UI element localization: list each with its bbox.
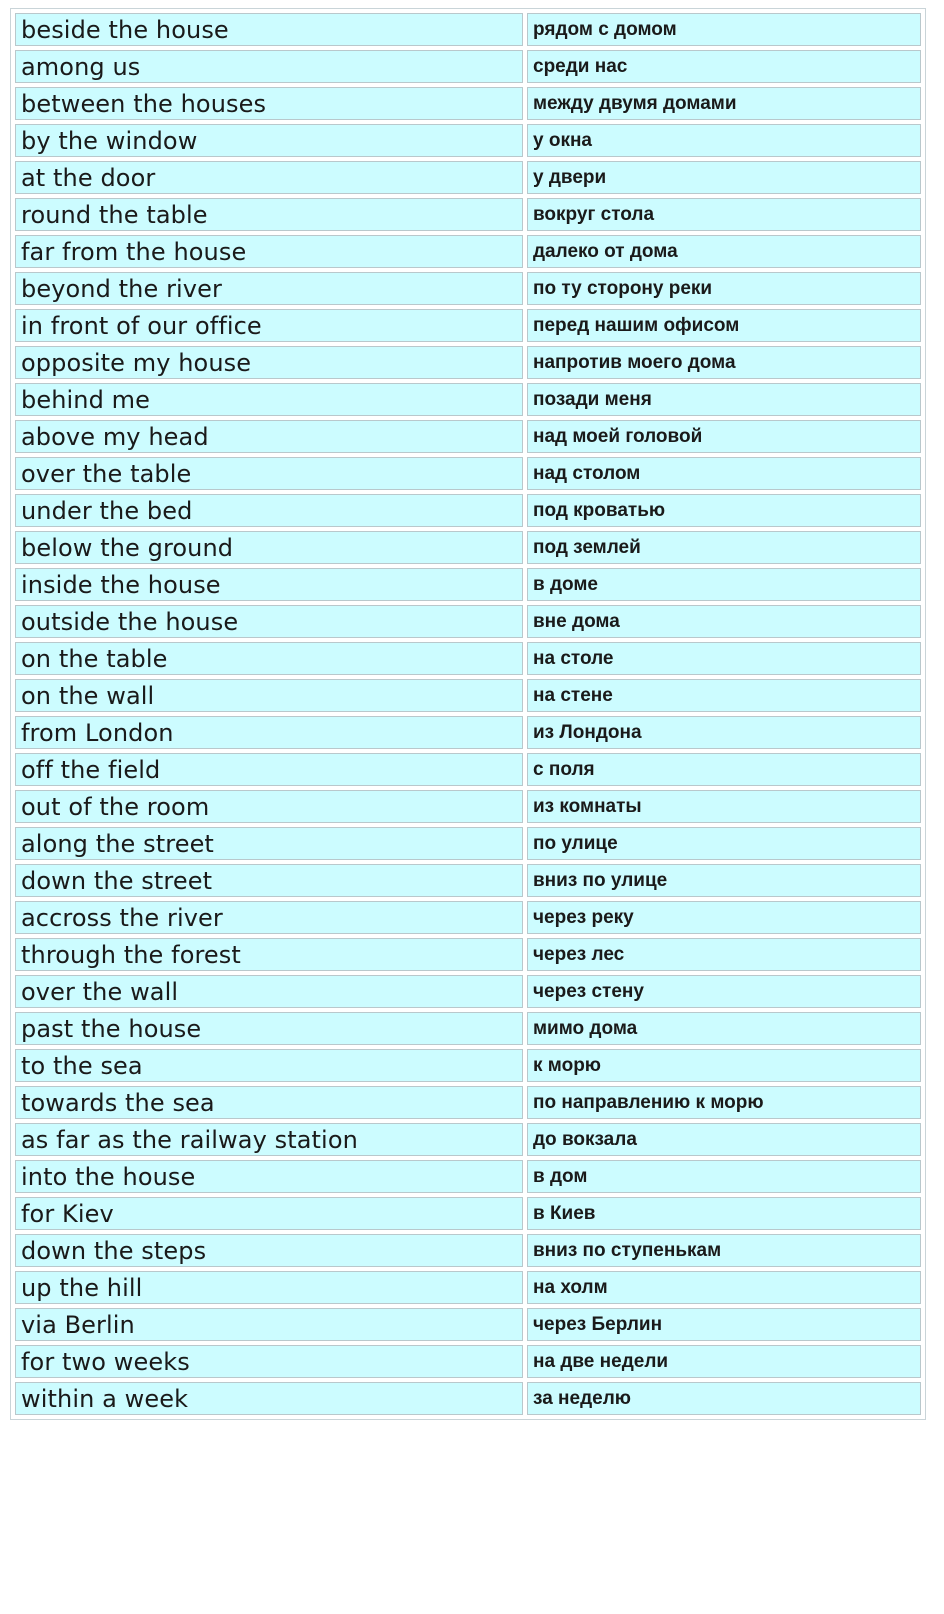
english-phrase-cell: behind me xyxy=(15,383,523,416)
english-phrase-cell: among us xyxy=(15,50,523,83)
english-phrase-cell: accross the river xyxy=(15,901,523,934)
table-row xyxy=(15,457,921,490)
russian-translation-cell: через реку xyxy=(527,901,921,934)
english-phrase-cell: between the houses xyxy=(15,87,523,120)
english-phrase-cell: into the house xyxy=(15,1160,523,1193)
table-row xyxy=(15,975,921,1008)
english-phrase-cell: outside the house xyxy=(15,605,523,638)
english-phrase-cell: for Kiev xyxy=(15,1197,523,1230)
russian-translation-cell: вокруг стола xyxy=(527,198,921,231)
english-phrase-cell: along the street xyxy=(15,827,523,860)
table-row xyxy=(15,124,921,157)
phrase-table xyxy=(11,9,925,1419)
english-phrase-cell: to the sea xyxy=(15,1049,523,1082)
table-row xyxy=(15,1123,921,1156)
english-phrase-cell: past the house xyxy=(15,1012,523,1045)
english-phrase-cell: within a week xyxy=(15,1382,523,1415)
table-row xyxy=(15,531,921,564)
russian-translation-cell: через Берлин xyxy=(527,1308,921,1341)
english-phrase-cell: beyond the river xyxy=(15,272,523,305)
table-row xyxy=(15,50,921,83)
table-row xyxy=(15,346,921,379)
russian-translation-cell: из Лондона xyxy=(527,716,921,749)
phrase-table-body xyxy=(15,13,921,1415)
table-row xyxy=(15,13,921,46)
russian-translation-cell: в дом xyxy=(527,1160,921,1193)
english-phrase-cell: from London xyxy=(15,716,523,749)
english-phrase-cell: below the ground xyxy=(15,531,523,564)
english-phrase-cell: over the wall xyxy=(15,975,523,1008)
russian-translation-cell: на две недели xyxy=(527,1345,921,1378)
table-row xyxy=(15,753,921,786)
english-phrase-cell: for two weeks xyxy=(15,1345,523,1378)
table-row xyxy=(15,1308,921,1341)
russian-translation-cell: рядом с домом xyxy=(527,13,921,46)
english-phrase-cell: via Berlin xyxy=(15,1308,523,1341)
russian-translation-cell: между двумя домами xyxy=(527,87,921,120)
english-phrase-cell: down the street xyxy=(15,864,523,897)
english-phrase-cell: in front of our office xyxy=(15,309,523,342)
russian-translation-cell: вниз по ступенькам xyxy=(527,1234,921,1267)
table-row xyxy=(15,1160,921,1193)
english-phrase-cell: towards the sea xyxy=(15,1086,523,1119)
english-phrase-cell: on the table xyxy=(15,642,523,675)
russian-translation-cell: по улице xyxy=(527,827,921,860)
russian-translation-cell: до вокзала xyxy=(527,1123,921,1156)
russian-translation-cell: над моей головой xyxy=(527,420,921,453)
russian-translation-cell: далеко от дома xyxy=(527,235,921,268)
english-phrase-cell: as far as the railway station xyxy=(15,1123,523,1156)
russian-translation-cell: по ту сторону реки xyxy=(527,272,921,305)
russian-translation-cell: перед нашим офисом xyxy=(527,309,921,342)
russian-translation-cell: к морю xyxy=(527,1049,921,1082)
table-row xyxy=(15,901,921,934)
phrase-table-container xyxy=(10,8,926,1420)
table-row xyxy=(15,235,921,268)
russian-translation-cell: позади меня xyxy=(527,383,921,416)
table-row xyxy=(15,642,921,675)
russian-translation-cell: за неделю xyxy=(527,1382,921,1415)
english-phrase-cell: under the bed xyxy=(15,494,523,527)
table-row xyxy=(15,309,921,342)
russian-translation-cell: мимо дома xyxy=(527,1012,921,1045)
russian-translation-cell: над столом xyxy=(527,457,921,490)
table-row xyxy=(15,679,921,712)
russian-translation-cell: напротив моего дома xyxy=(527,346,921,379)
english-phrase-cell: over the table xyxy=(15,457,523,490)
russian-translation-cell: через стену xyxy=(527,975,921,1008)
russian-translation-cell: через лес xyxy=(527,938,921,971)
russian-translation-cell: у окна xyxy=(527,124,921,157)
russian-translation-cell: на холм xyxy=(527,1271,921,1304)
english-phrase-cell: out of the room xyxy=(15,790,523,823)
table-row xyxy=(15,161,921,194)
table-row xyxy=(15,1012,921,1045)
table-row xyxy=(15,790,921,823)
table-row xyxy=(15,198,921,231)
table-row xyxy=(15,568,921,601)
english-phrase-cell: inside the house xyxy=(15,568,523,601)
table-row xyxy=(15,864,921,897)
table-row xyxy=(15,938,921,971)
english-phrase-cell: round the table xyxy=(15,198,523,231)
english-phrase-cell: beside the house xyxy=(15,13,523,46)
russian-translation-cell: вне дома xyxy=(527,605,921,638)
table-row xyxy=(15,383,921,416)
english-phrase-cell: by the window xyxy=(15,124,523,157)
table-row xyxy=(15,494,921,527)
russian-translation-cell: на стене xyxy=(527,679,921,712)
table-row xyxy=(15,420,921,453)
english-phrase-cell: on the wall xyxy=(15,679,523,712)
russian-translation-cell: по направлению к морю xyxy=(527,1086,921,1119)
table-row xyxy=(15,87,921,120)
english-phrase-cell: off the field xyxy=(15,753,523,786)
russian-translation-cell: под кроватью xyxy=(527,494,921,527)
table-row xyxy=(15,827,921,860)
table-row xyxy=(15,1049,921,1082)
table-row xyxy=(15,605,921,638)
russian-translation-cell: с поля xyxy=(527,753,921,786)
english-phrase-cell: above my head xyxy=(15,420,523,453)
english-phrase-cell: up the hill xyxy=(15,1271,523,1304)
russian-translation-cell: вниз по улице xyxy=(527,864,921,897)
english-phrase-cell: down the steps xyxy=(15,1234,523,1267)
table-row xyxy=(15,1382,921,1415)
table-row xyxy=(15,1345,921,1378)
english-phrase-cell: at the door xyxy=(15,161,523,194)
table-row xyxy=(15,1271,921,1304)
table-row xyxy=(15,272,921,305)
russian-translation-cell: у двери xyxy=(527,161,921,194)
table-row xyxy=(15,716,921,749)
english-phrase-cell: far from the house xyxy=(15,235,523,268)
russian-translation-cell: в Киев xyxy=(527,1197,921,1230)
table-row xyxy=(15,1197,921,1230)
english-phrase-cell: through the forest xyxy=(15,938,523,971)
russian-translation-cell: из комнаты xyxy=(527,790,921,823)
english-phrase-cell: opposite my house xyxy=(15,346,523,379)
table-row xyxy=(15,1086,921,1119)
russian-translation-cell: среди нас xyxy=(527,50,921,83)
russian-translation-cell: в доме xyxy=(527,568,921,601)
russian-translation-cell: на столе xyxy=(527,642,921,675)
table-row xyxy=(15,1234,921,1267)
russian-translation-cell: под землей xyxy=(527,531,921,564)
